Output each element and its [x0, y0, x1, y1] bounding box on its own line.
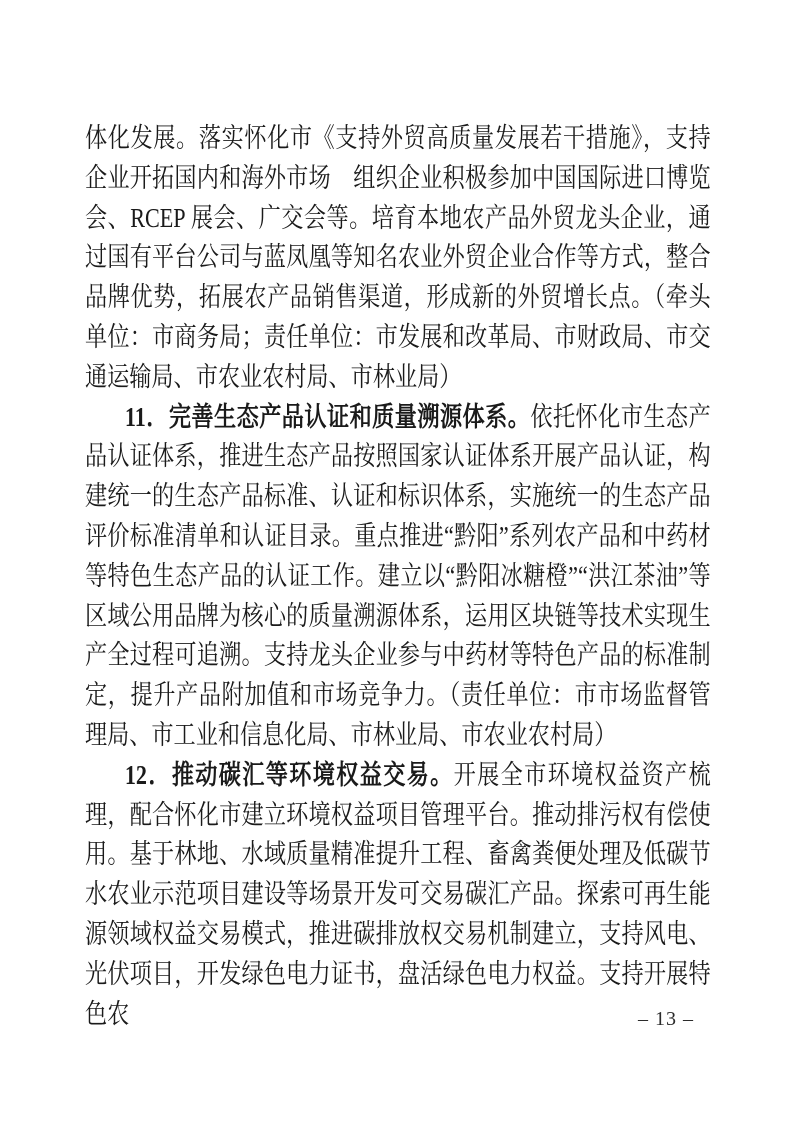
paragraph-text: 体化发展。落实怀化市《支持外贸高质量发展若干措施》，支持企业开拓国内和海外市场 组织企业积极参加中国国际进口博览会、RCEP 展会、广交会等。培育本地农产品外贸龙头企业，通过国有平台公司与蓝凤凰等知名农业外贸企业合作等方式，整合品牌优势，拓展农产品销售渠道，形成新的外贸增长点。（牵头单位：市商务局；责任单位：市发展和改革局、市财政局、市交通运输局、市农业农村局、市林业局）: [85, 123, 711, 392]
body-text: [85, 119, 711, 1034]
paragraph-item-12: [85, 756, 711, 1035]
paragraph-continuation: [85, 119, 711, 398]
paragraph-item-11: [85, 398, 711, 756]
paragraph-text: 依托怀化市生态产品认证体系，推进生态产品按照国家认证体系开展产品认证，构建统一的生态产品标准、认证和标识体系，实施统一的生态产品评价标准清单和认证目录。重点推进“黔阳”系列农产品和中药材等特色生态产品的认证工作。建立以“黔阳冰糖橙”“洪江茶油”等区域公用品牌为核心的质量溯源体系，运用区块链等技术实现生产全过程可追溯。支持龙头企业参与中药材等特色产品的标准制定，提升产品附加值和市场竞争力。（责任单位：市市场监督管理局、市工业和信息化局、市林业局、市农业农村局）: [85, 401, 711, 750]
paragraph-heading-12: 12．推动碳汇等环境权益交易。: [124, 759, 454, 790]
paragraph-text: 开展全市环境权益资产梳理，配合怀化市建立环境权益项目管理平台。推动排污权有偿使用。基于林地、水域质量精准提升工程、畜禽粪便处理及低碳节水农业示范项目建设等场景开发可交易碳汇产品。探索可再生能源领域权益交易模式，推进碳排放权交易机制建立，支持风电、光伏项目，开发绿色电力证书，盘活绿色电力权益。支持开展特色农: [85, 759, 711, 1029]
paragraph-heading-11: 11．完善生态产品认证和质量溯源体系。: [124, 401, 531, 432]
page-number: – 13 –: [638, 1008, 694, 1030]
